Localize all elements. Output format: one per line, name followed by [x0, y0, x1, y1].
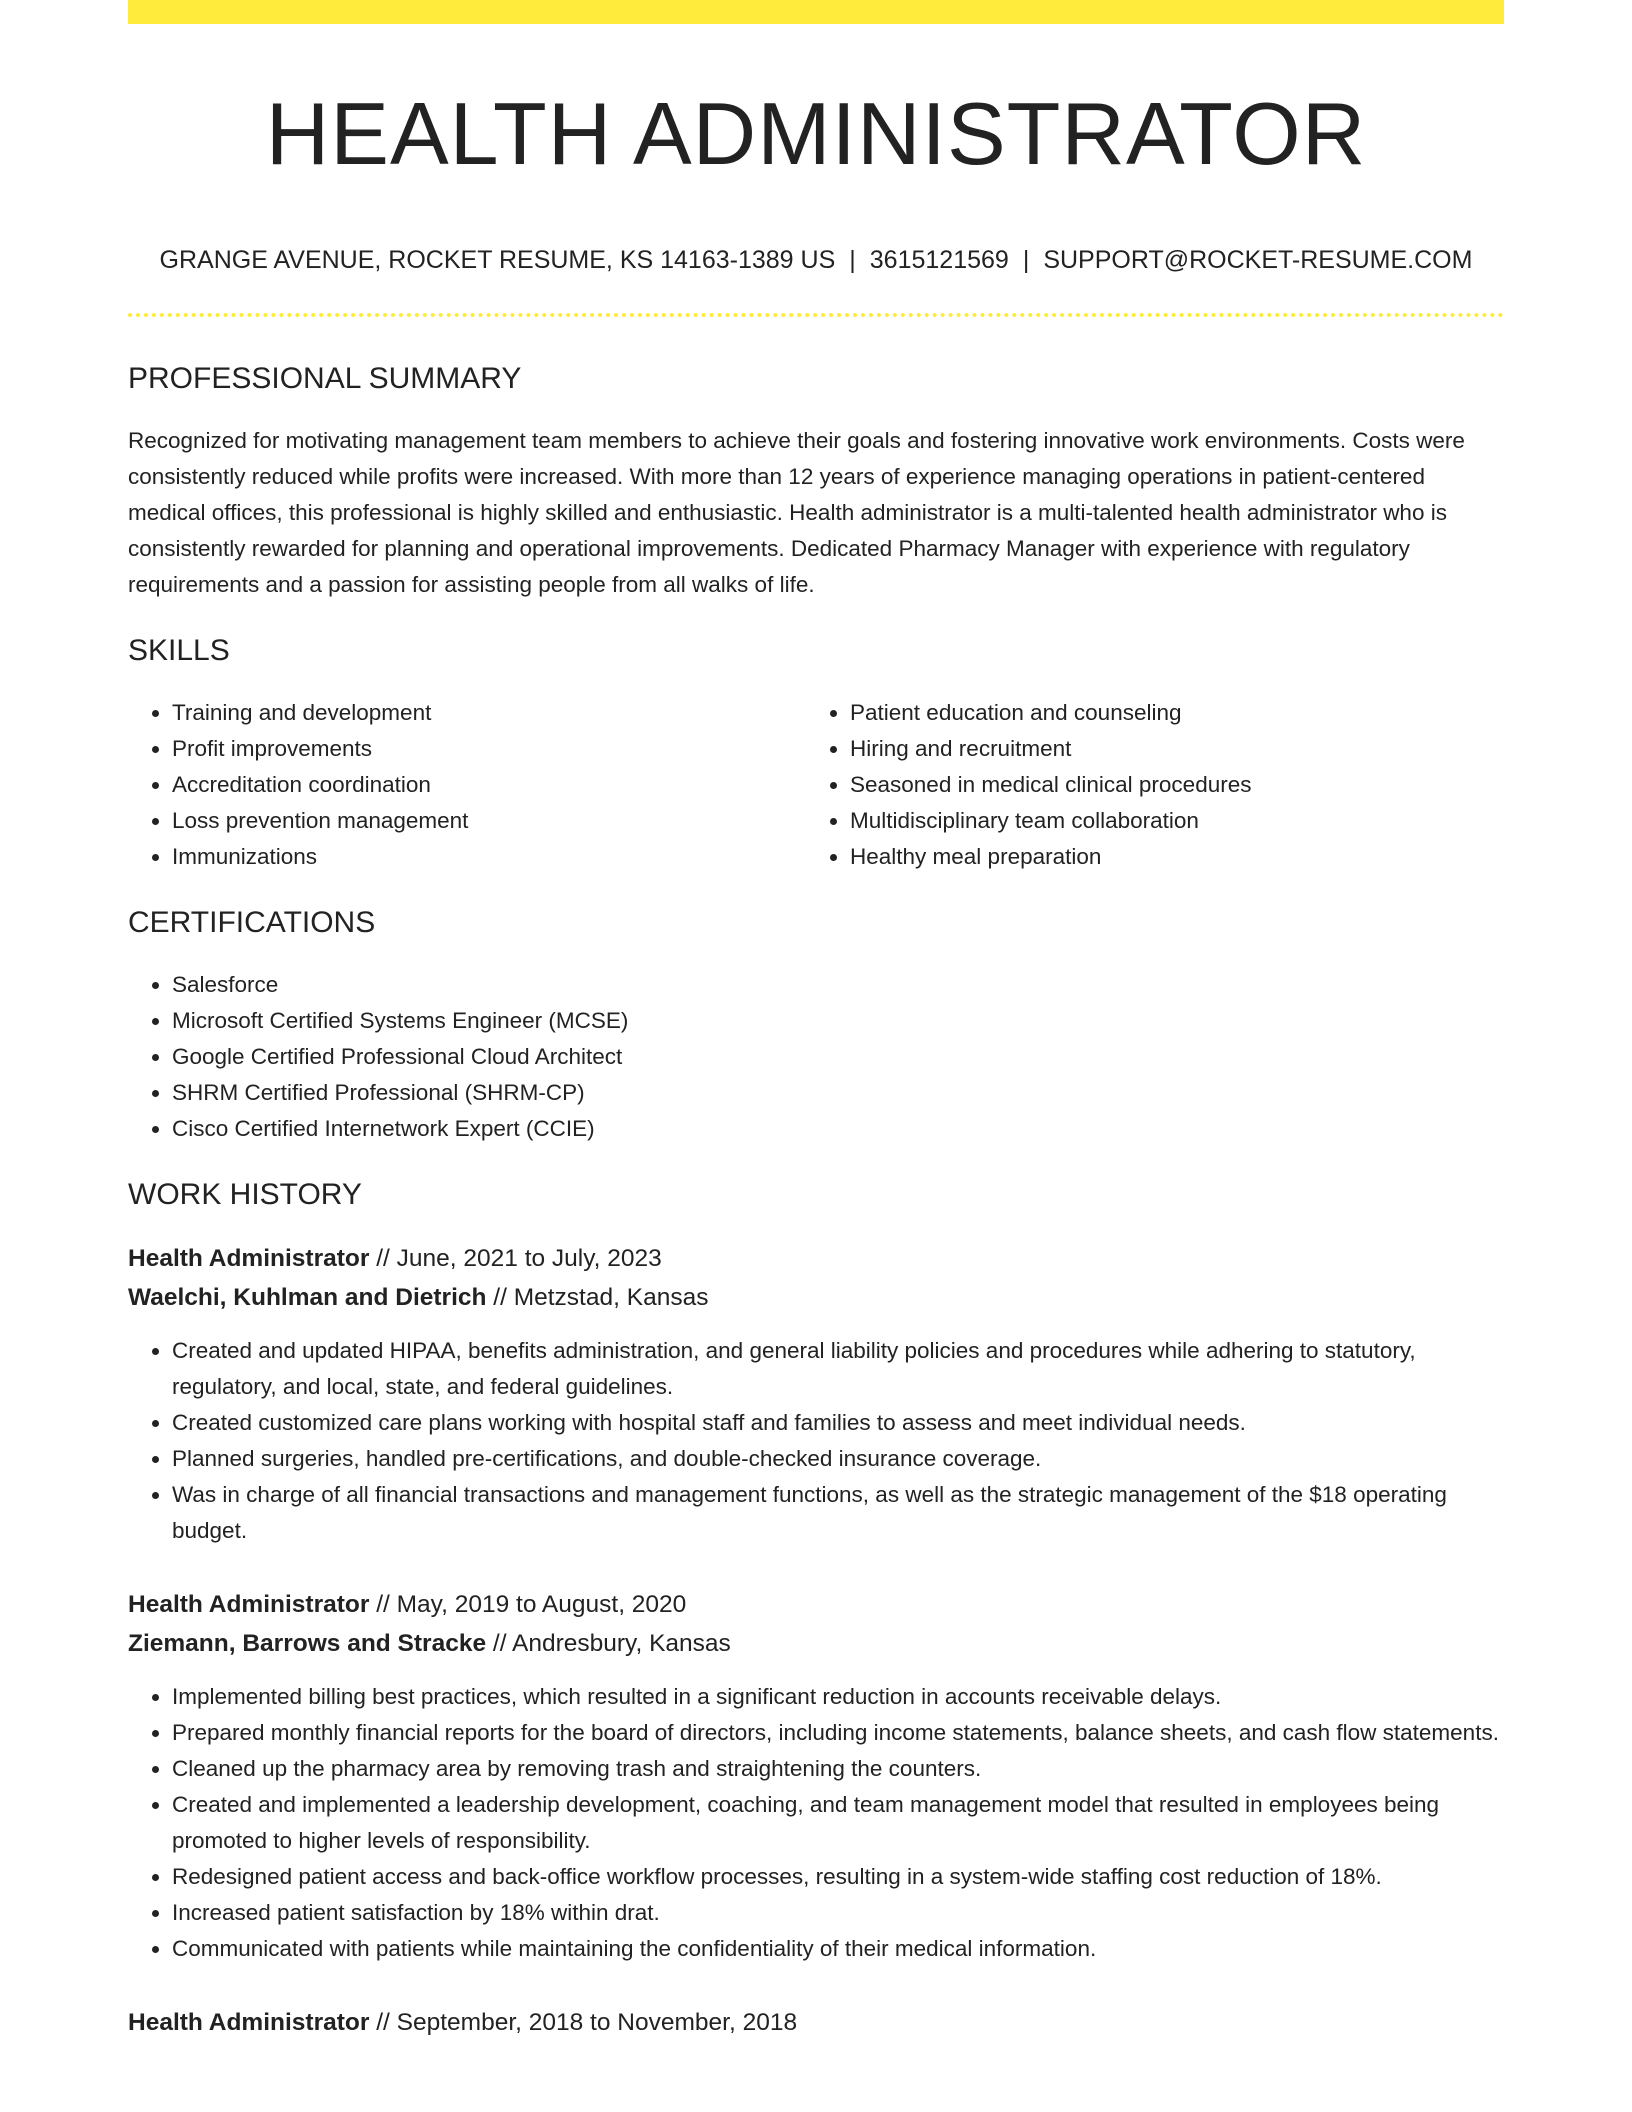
skills-heading: SKILLS — [128, 633, 230, 667]
job-title-line — [128, 2003, 1504, 2042]
skill-item: • Patient education and counseling — [850, 695, 1484, 731]
job-title-line — [128, 1239, 1504, 1278]
certification-item: • Microsoft Certified Systems Engineer (MCSE) — [172, 1003, 1504, 1039]
skill-item: • Training and development — [172, 695, 806, 731]
skill-item: • Hiring and recruitment — [850, 731, 1484, 767]
certification-item: • Salesforce — [172, 967, 1504, 1003]
skill-item: • Multidisciplinary team collaboration — [850, 803, 1484, 839]
job-entry — [128, 1239, 1504, 1549]
skill-item: • Profit improvements — [172, 731, 806, 767]
work-history-heading: WORK HISTORY — [128, 1177, 362, 1211]
job-bullet: • Created and implemented a leadership development, coaching, and team management model that resulted in employees being promoted to higher levels of responsibility. — [172, 1787, 1504, 1859]
contact-phone: 3615121569 — [869, 245, 1009, 274]
certification-item: • Google Certified Professional Cloud Architect — [172, 1039, 1504, 1075]
skills-list — [128, 695, 1504, 875]
contact-address: GRANGE AVENUE, ROCKET RESUME, KS 14163-1389 US — [159, 245, 836, 274]
job-bullets — [128, 1333, 1504, 1549]
skill-item: • Immunizations — [172, 839, 806, 875]
skill-item: • Accreditation coordination — [172, 767, 806, 803]
job-company: Ziemann, Barrows and Stracke — [128, 1629, 487, 1657]
contact-email: SUPPORT@ROCKET-RESUME.COM — [1043, 245, 1473, 274]
resume-page — [128, 0, 1504, 2042]
job-entry — [128, 1585, 1504, 1967]
contact-separator: | — [1022, 245, 1030, 274]
contact-line — [128, 245, 1504, 275]
summary-heading: PROFESSIONAL SUMMARY — [128, 361, 522, 395]
job-dates: // September, 2018 to November, 2018 — [376, 2008, 798, 2036]
job-dates: // June, 2021 to July, 2023 — [376, 1244, 662, 1272]
job-company: Waelchi, Kuhlman and Dietrich — [128, 1283, 487, 1311]
summary-text: Recognized for motivating management team members to achieve their goals and fostering innovative work environments. Costs were consistently reduced while profits were increased. With more than 12 years of experience managing operations in patient-centered medical offices, this professional is highly skilled and enthusiastic. Health administrator is a multi-talented health administrator who is consistently rewarded for planning and operational improvements. Dedicated Pharmacy Manager with experience with regulatory requirements and a passion for assisting people from all walks of life. — [128, 427, 1465, 597]
job-title: Health Administrator — [128, 1244, 370, 1272]
job-bullets — [128, 1679, 1504, 1967]
job-entry — [128, 2003, 1504, 2042]
job-title: Health Administrator — [128, 2008, 370, 2036]
job-bullet: • Created and updated HIPAA, benefits administration, and general liability policies and procedures while adhering to statutory, regulatory, and local, state, and federal guidelines. — [172, 1333, 1504, 1405]
job-company-line — [128, 1624, 1504, 1663]
job-title-line — [128, 1585, 1504, 1624]
skill-item: • Loss prevention management — [172, 803, 806, 839]
certifications-list — [128, 967, 1504, 1147]
job-bullet: • Planned surgeries, handled pre-certifications, and double-checked insurance coverage. — [172, 1441, 1504, 1477]
job-bullet: • Created customized care plans working with hospital staff and families to assess and meet individual needs. — [172, 1405, 1504, 1441]
job-bullet: • Cleaned up the pharmacy area by removing trash and straightening the counters. — [172, 1751, 1504, 1787]
job-company-line — [128, 1278, 1504, 1317]
contact-separator: | — [849, 245, 856, 274]
top-accent-bar — [128, 0, 1504, 24]
job-bullet: • Increased patient satisfaction by 18% within drat. — [172, 1895, 1504, 1931]
job-bullet: • Implemented billing best practices, which resulted in a significant reduction in accounts receivable delays. — [172, 1679, 1504, 1715]
job-dates: // May, 2019 to August, 2020 — [376, 1590, 687, 1618]
job-bullet: • Communicated with patients while maintaining the confidentiality of their medical information. — [172, 1931, 1504, 1967]
certification-item: • SHRM Certified Professional (SHRM-CP) — [172, 1075, 1504, 1111]
skill-item: • Healthy meal preparation — [850, 839, 1484, 875]
skills-column-left — [128, 695, 806, 875]
job-bullet: • Redesigned patient access and back-office workflow processes, resulting in a system-wide staffing cost reduction of 18%. — [172, 1859, 1504, 1895]
header-divider — [128, 313, 1504, 317]
certification-item: • Cisco Certified Internetwork Expert (CCIE) — [172, 1111, 1504, 1147]
skill-item: • Seasoned in medical clinical procedures — [850, 767, 1484, 803]
job-bullet: • Was in charge of all financial transactions and management functions, as well as the strategic management of the $18 operating budget. — [172, 1477, 1504, 1549]
job-bullet: • Prepared monthly financial reports for the board of directors, including income statements, balance sheets, and cash flow statements. — [172, 1715, 1504, 1751]
resume-name: HEALTH ADMINISTRATOR — [265, 84, 1367, 183]
certifications-heading: CERTIFICATIONS — [128, 905, 376, 939]
job-title: Health Administrator — [128, 1590, 370, 1618]
skills-column-right — [806, 695, 1484, 875]
job-location: // Metzstad, Kansas — [493, 1283, 709, 1311]
job-location: // Andresbury, Kansas — [492, 1629, 731, 1657]
